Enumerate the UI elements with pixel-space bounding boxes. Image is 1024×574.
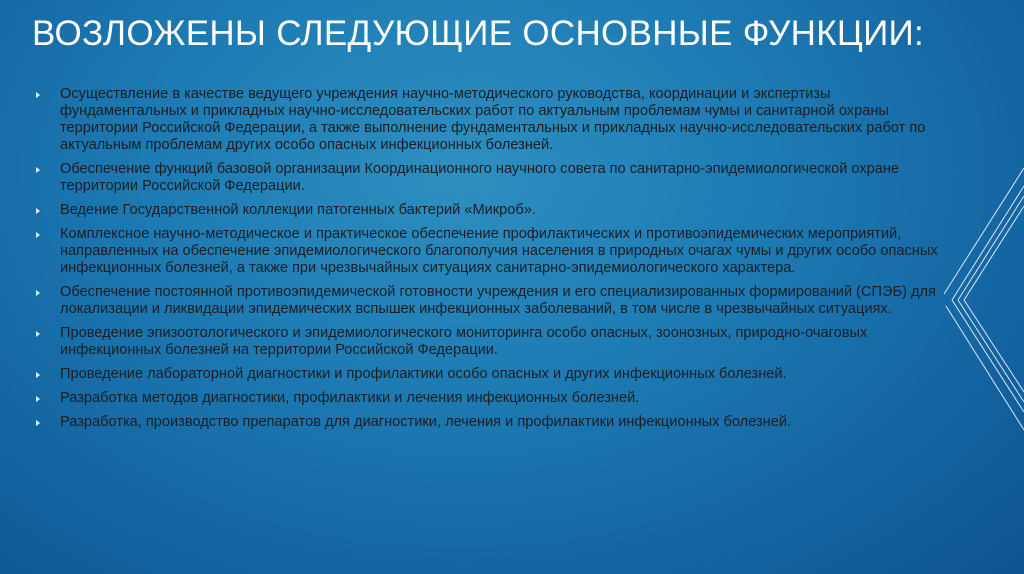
triangle-right-icon — [36, 372, 40, 378]
list-item — [36, 161, 946, 195]
list-item — [36, 325, 946, 359]
triangle-right-icon — [36, 92, 40, 98]
list-item — [36, 414, 946, 431]
triangle-right-icon — [36, 331, 40, 337]
bullet-list — [36, 86, 946, 438]
bullet-text: Разработка методов диагностики, профилактики и лечения инфекционных болезней. — [60, 390, 640, 406]
bullet-text: Разработка, производство препаратов для диагностики, лечения и профилактики инфекционных болезней. — [60, 414, 792, 430]
triangle-right-icon — [36, 396, 40, 402]
triangle-right-icon — [36, 290, 40, 296]
bullet-text: Проведение эпизоотологического и эпидемиологического мониторинга особо опасных, зоонозных, природно-очаговых инфекционных болезней на территории Российской Федерации. — [60, 325, 868, 358]
triangle-right-icon — [36, 232, 40, 238]
bullet-text: Ведение Государственной коллекции патогенных бактерий «Микроб». — [60, 202, 536, 218]
slide-title: ВОЗЛОЖЕНЫ СЛЕДУЮЩИЕ ОСНОВНЫЕ ФУНКЦИИ: — [32, 14, 925, 53]
bullet-text: Обеспечение постоянной противоэпидемической готовности учреждения и его специализированных формирований (СПЭБ) для локализации и ликвидации эпидемических вспышек инфекционных заболеваний, в том числе в чрезвычайных ситуациях. — [60, 284, 936, 317]
bullet-text: Комплексное научно-методическое и практическое обеспечение профилактических и противоэпидемических мероприятий, направленных на обеспечение эпидемиологического благополучия населения в природных очагах чумы и других особо опасных инфекционных болезней, а также при чрезвычайных ситуациях санитарно-эпидемиологического характера. — [60, 226, 938, 276]
triangle-right-icon — [36, 420, 40, 426]
triangle-right-icon — [36, 208, 40, 214]
list-item — [36, 284, 946, 318]
list-item — [36, 86, 946, 154]
list-item — [36, 390, 946, 407]
bullet-text: Обеспечение функций базовой организации Координационного научного совета по санитарно-эпидемиологической охране территории Российской Федерации. — [60, 161, 900, 194]
triangle-right-icon — [36, 167, 40, 173]
bullet-text: Проведение лабораторной диагностики и профилактики особо опасных и других инфекционных болезней. — [60, 366, 787, 382]
decorative-lines — [944, 0, 1024, 574]
list-item — [36, 366, 946, 383]
bullet-text: Осуществление в качестве ведущего учреждения научно-методического руководства, координации и экспертизы фундаментальных и прикладных научно-исследовательских работ по актуальным проблемам чумы и санитарной охраны территории Российской Федерации, а также выполнение фундаментальных и прикладных научно-исследовательских работ по актуальным проблемам других особо опасных инфекционных болезней. — [60, 86, 926, 153]
list-item — [36, 226, 946, 277]
list-item — [36, 202, 946, 219]
